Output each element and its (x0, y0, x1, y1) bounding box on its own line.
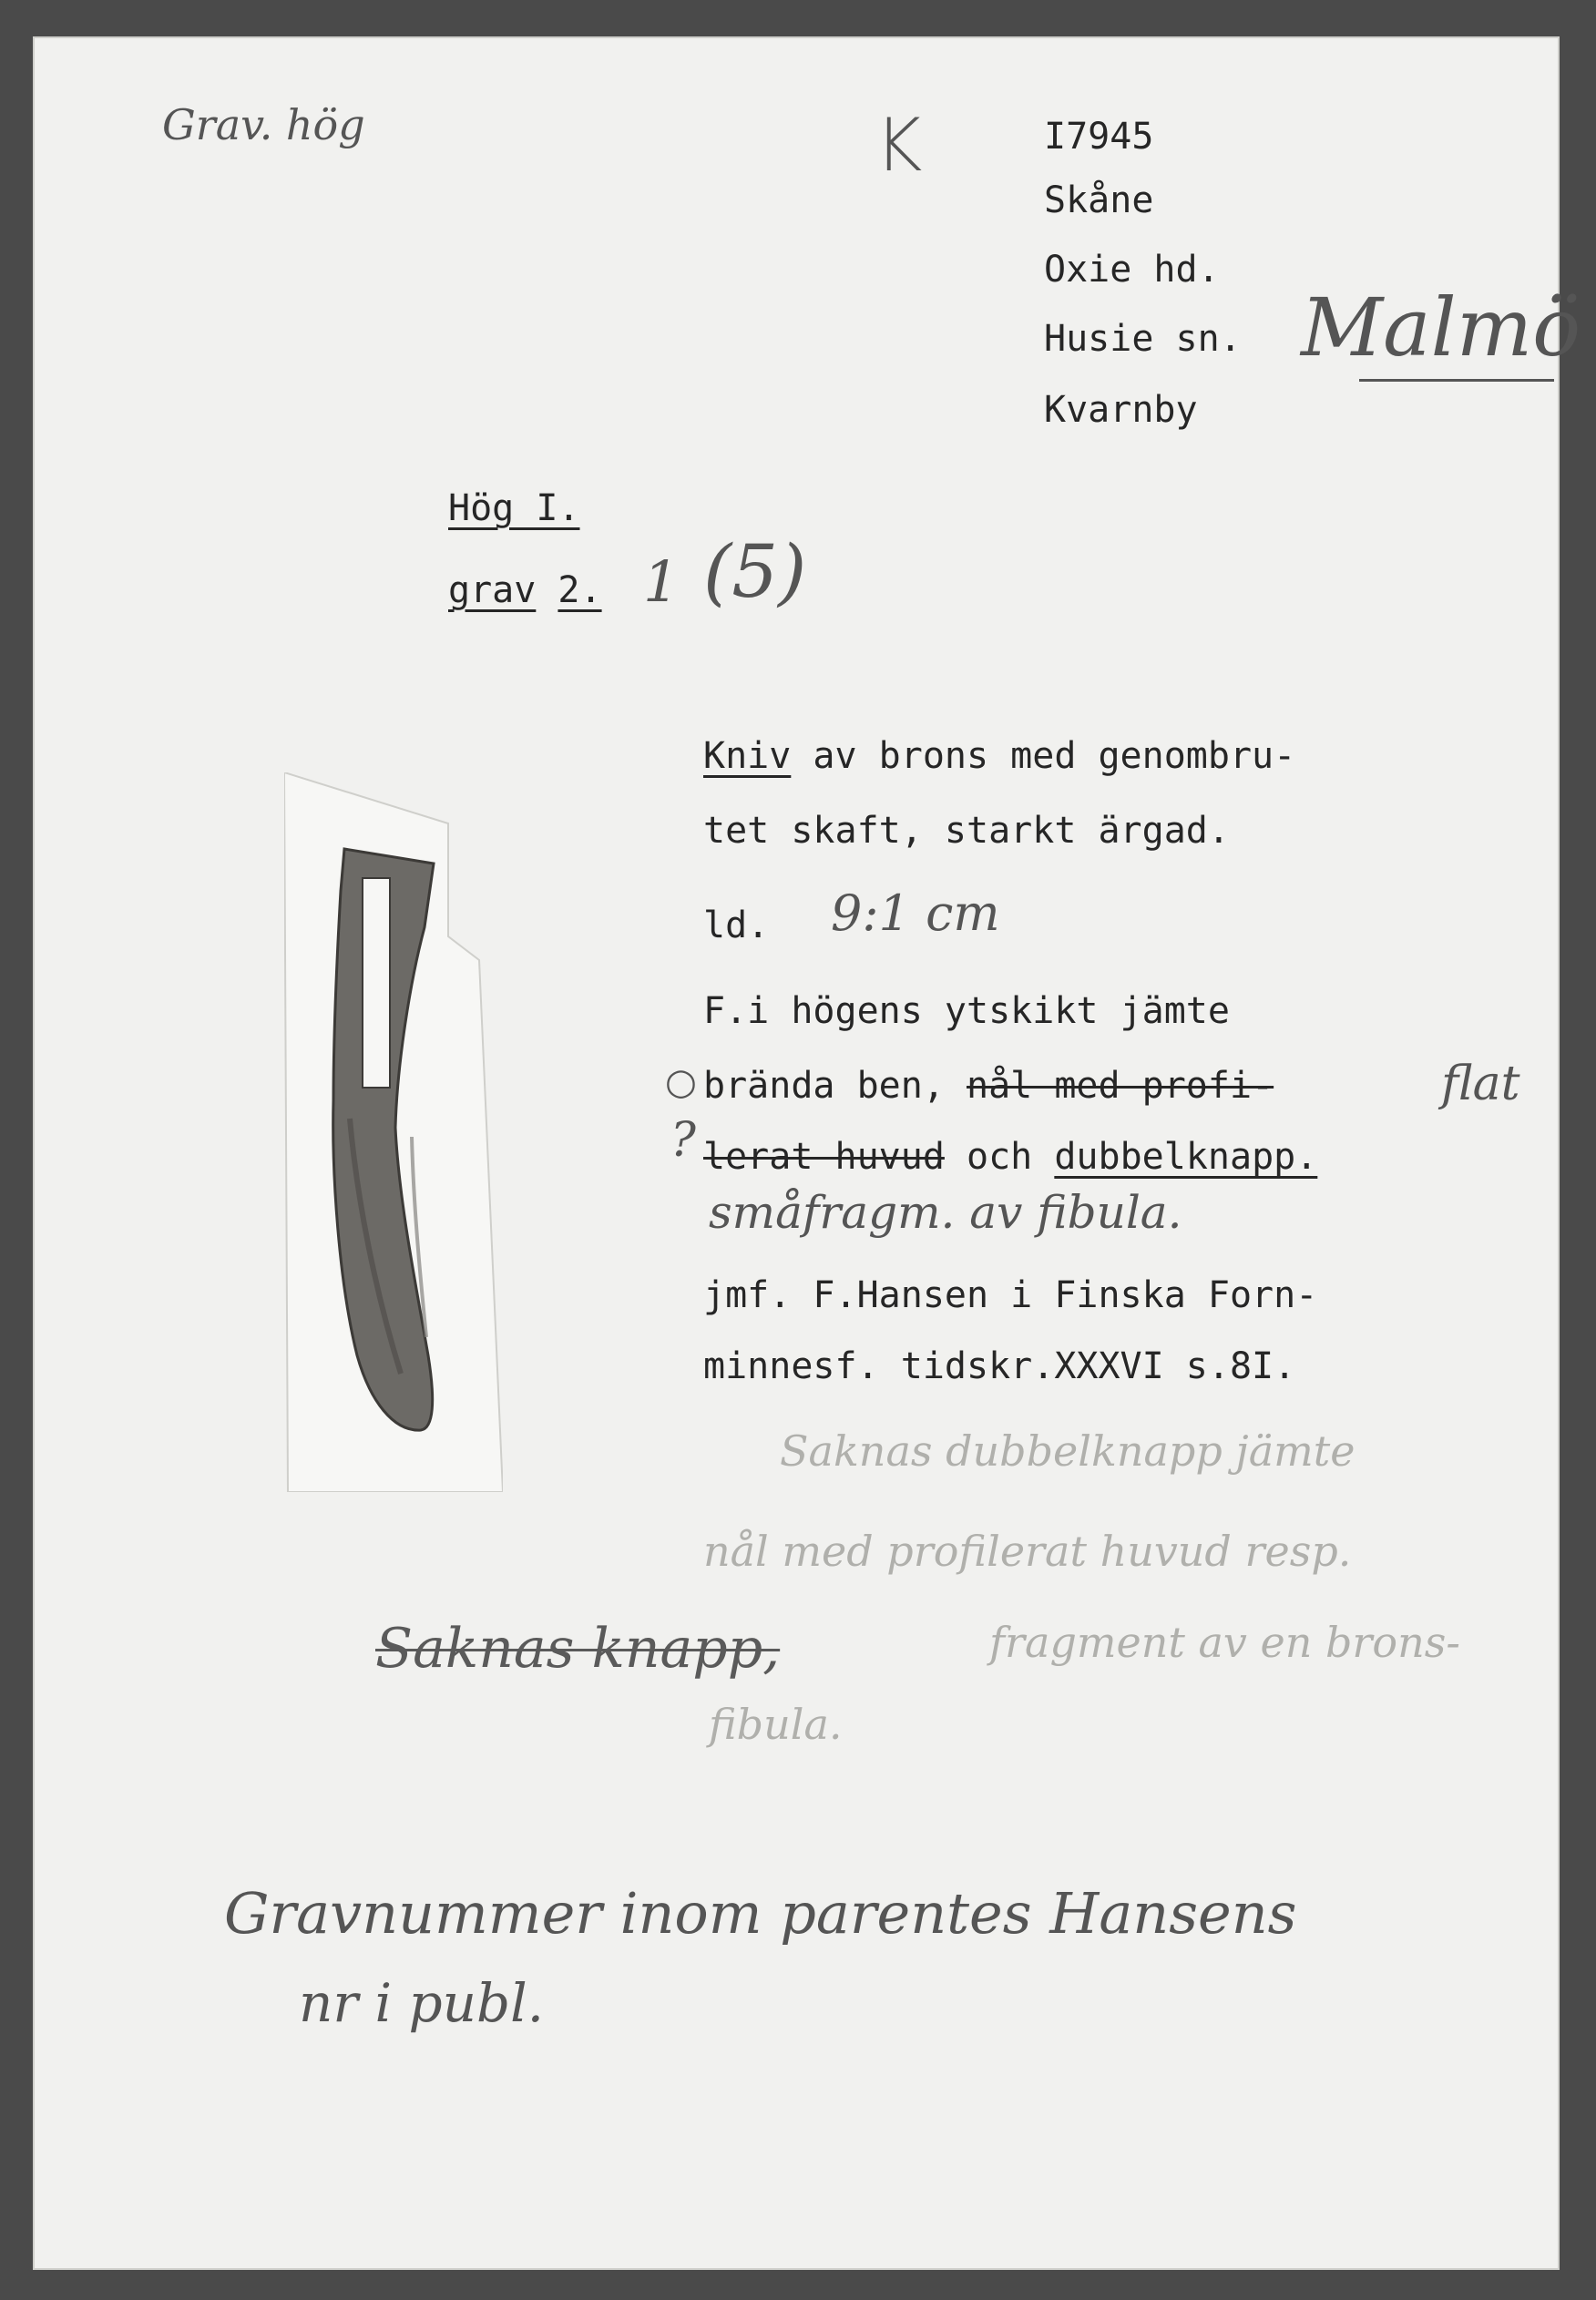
grave-number-typed: 2. (558, 569, 602, 611)
bronze-knife-photo (284, 772, 503, 1492)
district: Oxie hd. (1044, 249, 1220, 291)
faint-note-line-1: Saknas dubbelknapp jämte (780, 1426, 1356, 1476)
object-desc: av brons med genombru- (791, 735, 1296, 777)
hand-category: Grav. hög (162, 100, 365, 149)
faint-note-line-2: nål med profilerat huvud resp. (703, 1527, 1352, 1576)
catalogue-card (33, 36, 1581, 2270)
grave-label: grav (448, 569, 537, 611)
struck-note: Saknas knapp, (375, 1617, 781, 1681)
find-line-2 (703, 1065, 1274, 1107)
object-name: Kniv (703, 735, 792, 777)
knife-photo-icon (284, 772, 503, 1492)
hand-flat: flat (1441, 1057, 1520, 1111)
length-hand: 9:1 cm (831, 884, 1000, 942)
mound-label: Hög I. (448, 487, 580, 529)
hand-mark: K (875, 103, 923, 188)
ref-line-2: minnesf. tidskr.XXXVI s.8I. (703, 1345, 1296, 1387)
correction-underline (1359, 379, 1554, 382)
struck-head: lerat huvud (703, 1136, 945, 1178)
grave-number-hand: 1 (643, 548, 680, 615)
site: Kvarnby (1044, 389, 1198, 431)
hand-question-marker: ? (670, 1113, 696, 1168)
bottom-note-line-2: nr i publ. (299, 1972, 545, 2034)
hand-insert: småfragm. av fibula. (709, 1186, 1182, 1239)
hand-parish-correction: Malmö (1301, 281, 1581, 374)
grave-line (448, 569, 602, 611)
bottom-note-line-1: Gravnummer inom parentes Hansens (224, 1880, 1297, 1947)
faint-note-mid: fragment av en brons- (989, 1618, 1460, 1667)
parish: Husie sn. (1044, 318, 1242, 360)
struck-needle: nål med profi- (966, 1065, 1274, 1107)
hansen-number: (5) (703, 529, 807, 614)
circle-marker-icon: ○ (665, 1061, 697, 1103)
description-line-2: tet skaft, starkt ärgad. (703, 810, 1230, 852)
length-label: ld. (703, 905, 770, 946)
find-line-2-text: brända ben, (703, 1065, 967, 1107)
description-line-1 (703, 735, 1296, 777)
inventory-number: I7945 (1044, 116, 1154, 158)
faint-note-line-3: fibula. (709, 1700, 843, 1749)
ref-line-1: jmf. F.Hansen i Finska Forn- (703, 1274, 1318, 1316)
double-button: dubbelknapp. (1054, 1136, 1318, 1178)
find-line-1: F.i högens ytskikt jämte (703, 990, 1230, 1032)
find-line-3-och: och (944, 1136, 1055, 1178)
find-line-3 (703, 1136, 1318, 1178)
province: Skåne (1044, 179, 1154, 221)
